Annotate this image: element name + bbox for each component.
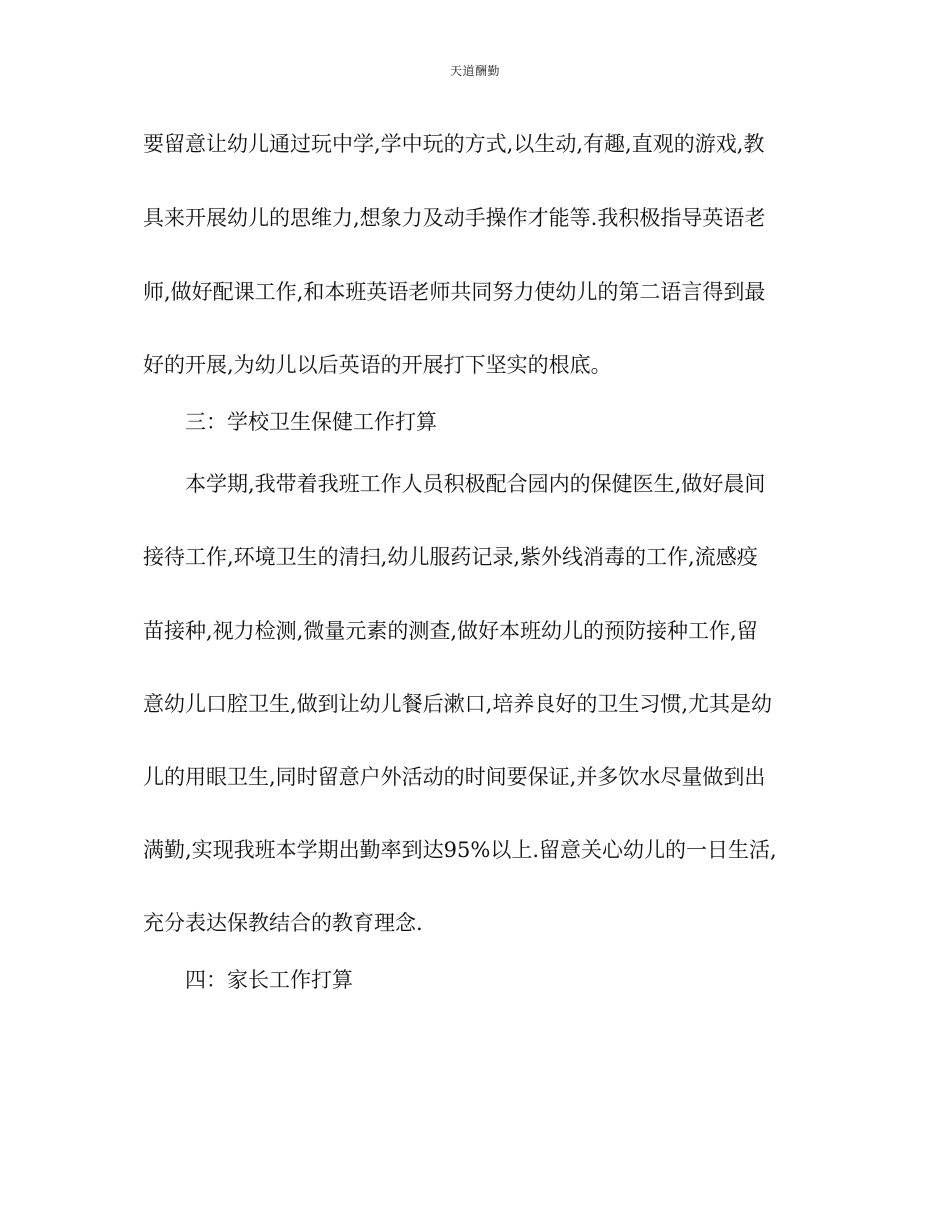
paragraph-line: 满勤,实现我班本学期出勤率到达95%以上.留意关心幼儿的一日生活, (143, 838, 777, 862)
paragraph-line: 具来开展幼儿的思维力,想象力及动手操作才能等.我积极指导英语老 (143, 206, 766, 230)
paragraph-line: 儿的用眼卫生,同时留意户外活动的时间要保证,并多饮水尽量做到出 (143, 765, 766, 789)
paragraph-line: 苗接种,视力检测,微量元素的测查,做好本班幼儿的预防接种工作,留 (143, 619, 758, 643)
paragraph-line: 好的开展,为幼儿以后英语的开展打下坚实的根底。 (143, 353, 612, 377)
paragraph-line: 接待工作,环境卫生的清扫,幼儿服药记录,紫外线消毒的工作,流感疫 (143, 545, 758, 569)
section-heading-3: 三：学校卫生保健工作打算 (185, 410, 437, 434)
paragraph-line: 本学期,我带着我班工作人员积极配合园内的保健医生,做好晨间 (185, 472, 766, 496)
section-heading-4: 四：家长工作打算 (185, 968, 353, 992)
paragraph-line: 师,做好配课工作,和本班英语老师共同努力使幼儿的第二语言得到最 (143, 280, 766, 304)
paragraph-line: 充分表达保教结合的教育理念. (143, 911, 423, 935)
page-header: 天道酬勤 (449, 64, 500, 78)
paragraph-line: 意幼儿口腔卫生,做到让幼儿餐后漱口,培养良好的卫生习惯,尤其是幼 (143, 692, 773, 716)
paragraph-line: 要留意让幼儿通过玩中学,学中玩的方式,以生动,有趣,直观的游戏,教 (143, 132, 765, 156)
